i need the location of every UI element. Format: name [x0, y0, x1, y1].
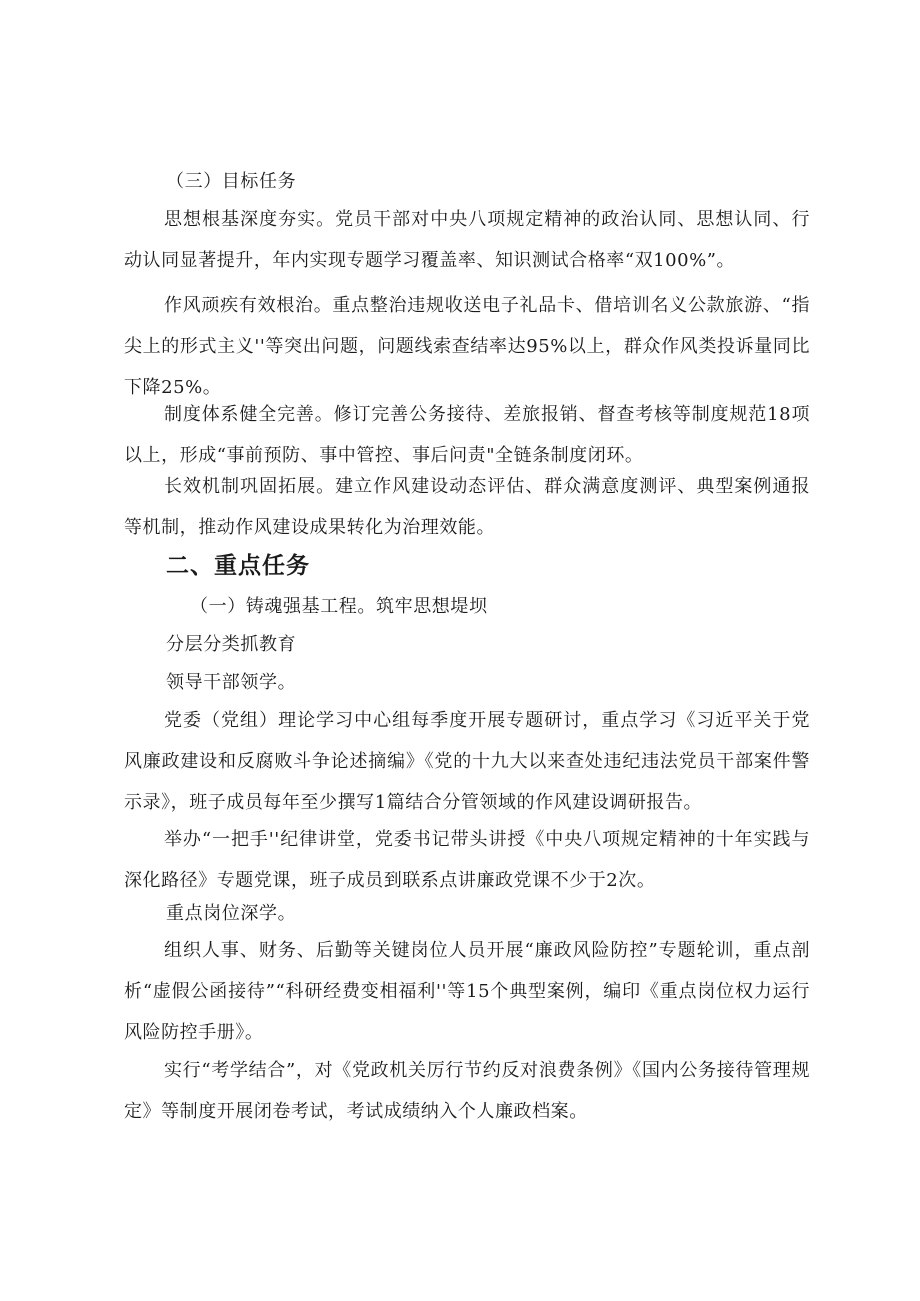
part-two-heading: 二、重点任务: [166, 553, 310, 579]
key-posts-paragraph-2: 实行“考学结合”，对《党政机关厉行节约反对浪费条例》《国内公务接待管理规定》等制度开展闭卷考试，考试成绩纳入个人廉政档案。: [124, 1060, 810, 1122]
goal-paragraph-1: 思想根基深度夯实。党员干部对中央八项规定精神的政治认同、思想认同、行动认同显著提升，年内实现专题学习覆盖率、知识测试合格率“双100%”。: [124, 209, 810, 271]
item-tiered-education: 分层分类抓教育: [166, 634, 297, 655]
goal-paragraph-4: 长效机制巩固拓展。建立作风建设动态评估、群众满意度测评、典型案例通报等机制，推动作风建设成果转化为治理效能。: [124, 476, 810, 538]
item-leaders-study: 领导干部领学。: [166, 672, 297, 693]
leaders-study-paragraph-2: 举办“一把手''纪律讲堂，党委书记带头讲授《中央八项规定精神的十年实践与深化路径》专题党课，班子成员到联系点讲廉政党课不少于2次。: [124, 829, 810, 891]
goal-paragraph-3: 制度体系健全完善。修订完善公务接待、差旅报销、督查考核等制度规范18项以上，形成“事前预防、事中管控、事后问责"全链条制度闭环。: [124, 404, 810, 466]
item-key-posts-study: 重点岗位深学。: [166, 903, 297, 924]
project-one-subheading: （一）铸魂强基工程。筑牢思想堤坝: [190, 596, 488, 617]
goal-paragraph-2: 作风顽疾有效根治。重点整治违规收送电子礼品卡、借培训名义公款旅游、“指尖上的形式主义''等突出问题，问题线索查结率达95%以上，群众作风类投诉量同比下降25%。: [124, 295, 810, 398]
leaders-study-paragraph-1: 党委（党组）理论学习中心组每季度开展专题研讨，重点学习《习近平关于党风廉政建设和反腐败斗争论述摘编》《党的十九大以来查处违纪违法党员干部案件警示录》，班子成员每年至少撰写1篇结合分管领域的作风建设调研报告。: [124, 710, 810, 813]
key-posts-paragraph-1: 组织人事、财务、后勤等关键岗位人员开展“廉政风险防控”专题轮训，重点剖析“虚假公函接待”“科研经费变相福利''等15个典型案例，编印《重点岗位权力运行风险防控手册》。: [124, 940, 810, 1043]
section-three-heading: （三）目标任务: [166, 171, 297, 192]
